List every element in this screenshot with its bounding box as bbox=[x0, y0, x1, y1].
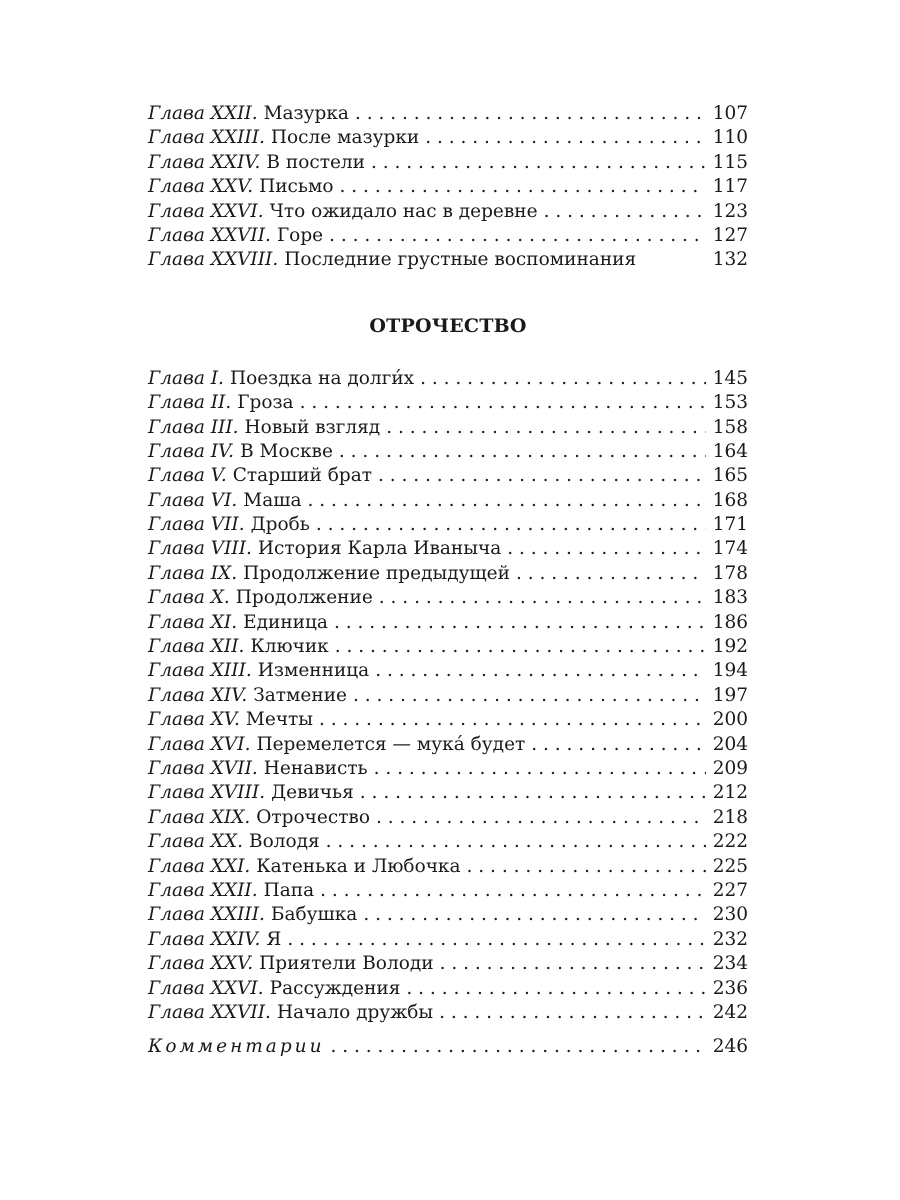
page-number: 178 bbox=[712, 562, 748, 584]
chapter-number: Глава V. bbox=[148, 465, 227, 487]
chapter-title: Отрочество bbox=[256, 806, 370, 828]
chapter-number: Глава XXIII. bbox=[148, 127, 265, 149]
chapter-title: История Карла Иваныча bbox=[257, 538, 502, 560]
toc-entry[interactable] bbox=[148, 733, 748, 757]
chapter-title: Горе bbox=[276, 224, 324, 246]
leader-dots bbox=[300, 391, 706, 415]
leader-dots bbox=[516, 562, 706, 586]
page-number: 158 bbox=[712, 416, 748, 438]
leader-dots bbox=[371, 151, 706, 175]
toc-entry[interactable] bbox=[148, 586, 748, 610]
leader-dots bbox=[355, 102, 706, 126]
toc-entry[interactable] bbox=[148, 855, 748, 879]
page-number: 153 bbox=[712, 392, 748, 414]
leader-dots bbox=[375, 659, 706, 683]
toc-entry[interactable] bbox=[148, 151, 748, 175]
chapter-number: Глава X. bbox=[148, 587, 230, 609]
chapter-title: Изменница bbox=[257, 660, 370, 682]
chapter-number: Глава XXIV. bbox=[148, 151, 261, 173]
page-number: 132 bbox=[712, 249, 748, 271]
page-number: 123 bbox=[712, 200, 748, 222]
leader-dots bbox=[308, 489, 707, 513]
chapter-number: Глава VII. bbox=[148, 514, 245, 536]
toc-entry[interactable] bbox=[148, 440, 748, 464]
leader-dots bbox=[379, 586, 706, 610]
chapter-title: Перемелется — мука́ будет bbox=[256, 733, 526, 755]
leader-dots bbox=[287, 928, 706, 952]
chapter-number: Глава IX. bbox=[148, 562, 238, 584]
toc-entry[interactable] bbox=[148, 224, 748, 248]
chapter-number: Глава XV. bbox=[148, 709, 240, 731]
leader-dots bbox=[376, 806, 706, 830]
page-number: 164 bbox=[712, 440, 748, 462]
chapter-number: Глава XII. bbox=[148, 636, 245, 658]
chapter-title: Мечты bbox=[245, 709, 314, 731]
chapter-title: Продолжение предыдущей bbox=[243, 562, 510, 584]
chapter-title: Володя bbox=[248, 831, 320, 853]
chapter-title: Мазурка bbox=[263, 103, 349, 124]
chapter-number: Глава XXIII. bbox=[148, 904, 265, 926]
chapter-title: Затмение bbox=[253, 684, 347, 706]
leader-dots bbox=[374, 757, 706, 781]
part2-entries bbox=[148, 367, 748, 1026]
leader-dots bbox=[378, 464, 706, 488]
leader-dots bbox=[386, 416, 706, 440]
page-number: 230 bbox=[712, 904, 748, 926]
chapter-number: Глава XIII. bbox=[148, 660, 252, 682]
toc-entry[interactable] bbox=[148, 1001, 748, 1025]
chapter-title: Ненависть bbox=[263, 757, 368, 779]
leader-dots bbox=[334, 611, 706, 635]
chapter-title: Поездка на долги́х bbox=[229, 367, 415, 389]
leader-dots bbox=[319, 708, 706, 732]
leader-dots bbox=[320, 879, 706, 903]
page-number: 200 bbox=[712, 709, 748, 731]
page-number: 165 bbox=[712, 465, 748, 487]
chapter-title: Рассуждения bbox=[269, 977, 401, 999]
page-number: 242 bbox=[712, 1001, 748, 1023]
chapter-number: Глава VI. bbox=[148, 489, 238, 511]
chapter-number: Глава XXVII. bbox=[148, 224, 271, 246]
chapter-title: Новый взгляд bbox=[244, 416, 381, 438]
page-number: 212 bbox=[712, 782, 748, 804]
chapter-title: Бабушка bbox=[270, 904, 358, 926]
chapter-number: Глава XXIV. bbox=[148, 928, 261, 950]
part1-entries bbox=[148, 102, 748, 273]
leader-dots bbox=[440, 952, 706, 976]
chapter-number: Глава I. bbox=[148, 367, 224, 389]
comments-label: Комментарии bbox=[148, 1036, 325, 1058]
toc-entry[interactable] bbox=[148, 513, 748, 537]
chapter-number: Глава XXV. bbox=[148, 176, 254, 198]
page-number: 115 bbox=[712, 151, 748, 173]
toc-entry[interactable] bbox=[148, 635, 748, 659]
toc-entry[interactable] bbox=[148, 200, 748, 224]
page-number: 127 bbox=[712, 224, 748, 246]
chapter-title: Я bbox=[266, 928, 282, 950]
page-number: 232 bbox=[712, 928, 748, 950]
leader-dots bbox=[406, 977, 706, 1001]
chapter-title: Старший брат bbox=[232, 465, 372, 487]
chapter-title: Что ожидало нас в деревне bbox=[269, 200, 538, 222]
chapter-number: Глава XX. bbox=[148, 831, 243, 853]
leader-dots bbox=[467, 855, 706, 879]
toc-entry[interactable] bbox=[148, 879, 748, 903]
toc-entry[interactable] bbox=[148, 391, 748, 415]
toc-entry[interactable] bbox=[148, 708, 748, 732]
leader-dots bbox=[544, 200, 706, 224]
chapter-title: Письмо bbox=[259, 176, 334, 198]
chapter-title: Ключик bbox=[250, 636, 329, 658]
page-number: 117 bbox=[712, 176, 748, 198]
toc-entry[interactable] bbox=[148, 659, 748, 683]
page-number: 209 bbox=[712, 757, 748, 779]
page-number: 145 bbox=[712, 367, 748, 389]
chapter-title: В постели bbox=[266, 151, 365, 173]
page-number: 186 bbox=[712, 611, 748, 633]
leader-dots bbox=[326, 830, 706, 854]
chapter-number: Глава IV. bbox=[148, 440, 235, 462]
page-number: 174 bbox=[712, 538, 748, 560]
chapter-number: Глава XI. bbox=[148, 611, 238, 633]
toc-entry[interactable] bbox=[148, 537, 748, 561]
toc-entry[interactable] bbox=[148, 126, 748, 150]
chapter-number: Глава II. bbox=[148, 392, 232, 414]
leader-dots bbox=[439, 1001, 706, 1025]
chapter-number: Глава XIV. bbox=[148, 684, 248, 706]
chapter-number: Глава XVI. bbox=[148, 733, 251, 755]
toc-entry[interactable] bbox=[148, 489, 748, 513]
leader-dots bbox=[329, 224, 706, 248]
chapter-number: Глава XXVI. bbox=[148, 977, 264, 999]
page-number: 183 bbox=[712, 587, 748, 609]
page-number: 225 bbox=[712, 855, 748, 877]
chapter-number: Глава XIX. bbox=[148, 806, 251, 828]
chapter-title: Последние грустные воспоминания bbox=[284, 249, 637, 271]
page-number: 218 bbox=[712, 806, 748, 828]
toc-entry[interactable] bbox=[148, 464, 748, 488]
toc-entry[interactable] bbox=[148, 248, 748, 272]
toc-entry[interactable] bbox=[148, 781, 748, 805]
page-number: 234 bbox=[712, 953, 748, 975]
chapter-number: Глава XVIII. bbox=[148, 782, 266, 804]
toc-entry[interactable] bbox=[148, 757, 748, 781]
table-of-contents bbox=[148, 102, 748, 1060]
chapter-number: Глава XXII. bbox=[148, 103, 258, 124]
leader-dots bbox=[420, 367, 706, 391]
page-number: 192 bbox=[712, 636, 748, 658]
chapter-title: Продолжение bbox=[235, 587, 373, 609]
chapter-title: После мазурки bbox=[270, 127, 420, 149]
page-number: 110 bbox=[712, 127, 748, 149]
page-number: 171 bbox=[712, 514, 748, 536]
leader-dots bbox=[353, 684, 706, 708]
leader-dots bbox=[339, 440, 706, 464]
chapter-number: Глава XXV. bbox=[148, 953, 254, 975]
page-number: 107 bbox=[712, 103, 748, 124]
page-number: 204 bbox=[712, 733, 748, 755]
page-number: 236 bbox=[712, 977, 748, 999]
leader-dots bbox=[340, 175, 706, 199]
toc-entry[interactable] bbox=[148, 806, 748, 830]
chapter-number: Глава XXVIII. bbox=[148, 249, 279, 271]
toc-entry[interactable] bbox=[148, 903, 748, 927]
page-number: 246 bbox=[712, 1036, 748, 1058]
toc-entry[interactable] bbox=[148, 928, 748, 952]
leader-dots bbox=[335, 635, 706, 659]
section-title: ОТРОЧЕСТВО bbox=[369, 314, 527, 337]
toc-entry[interactable] bbox=[148, 611, 748, 635]
page-number: 227 bbox=[712, 879, 748, 901]
chapter-title: Папа bbox=[263, 879, 315, 901]
page-number: 222 bbox=[712, 831, 748, 853]
chapter-title: Единица bbox=[243, 611, 328, 633]
chapter-number: Глава III. bbox=[148, 416, 239, 438]
page-number: 168 bbox=[712, 489, 748, 511]
toc-entry[interactable] bbox=[148, 367, 748, 391]
leader-dots bbox=[531, 733, 706, 757]
chapter-title: Гроза bbox=[237, 392, 294, 414]
chapter-title: Дробь bbox=[250, 514, 310, 536]
chapter-number: Глава XXVI. bbox=[148, 200, 264, 222]
chapter-number: Глава XXVII. bbox=[148, 1001, 271, 1023]
page-number: 194 bbox=[712, 660, 748, 682]
toc-entry[interactable] bbox=[148, 952, 748, 976]
toc-entry[interactable] bbox=[148, 102, 748, 126]
leader-dots bbox=[363, 903, 706, 927]
leader-dots bbox=[331, 1035, 706, 1059]
chapter-title: Девичья bbox=[271, 782, 354, 804]
leader-dots bbox=[425, 126, 706, 150]
toc-entry[interactable] bbox=[148, 562, 748, 586]
chapter-title: Маша bbox=[243, 489, 302, 511]
toc-entry-comments[interactable] bbox=[148, 1035, 748, 1059]
page-number: 197 bbox=[712, 684, 748, 706]
toc-entry[interactable] bbox=[148, 684, 748, 708]
chapter-title: Катенька и Любочка bbox=[256, 855, 461, 877]
chapter-number: Глава VIII. bbox=[148, 538, 252, 560]
chapter-title: Начало дружбы bbox=[276, 1001, 434, 1023]
chapter-title: В Москве bbox=[240, 440, 333, 462]
toc-entry[interactable] bbox=[148, 830, 748, 854]
toc-entry[interactable] bbox=[148, 416, 748, 440]
leader-dots bbox=[316, 513, 706, 537]
chapter-number: Глава XXII. bbox=[148, 879, 258, 901]
toc-entry[interactable] bbox=[148, 175, 748, 199]
chapter-title: Приятели Володи bbox=[259, 953, 434, 975]
chapter-number: Глава XXI. bbox=[148, 855, 251, 877]
leader-dots bbox=[360, 781, 706, 805]
chapter-number: Глава XVII. bbox=[148, 757, 258, 779]
toc-entry[interactable] bbox=[148, 977, 748, 1001]
leader-dots bbox=[507, 537, 706, 561]
